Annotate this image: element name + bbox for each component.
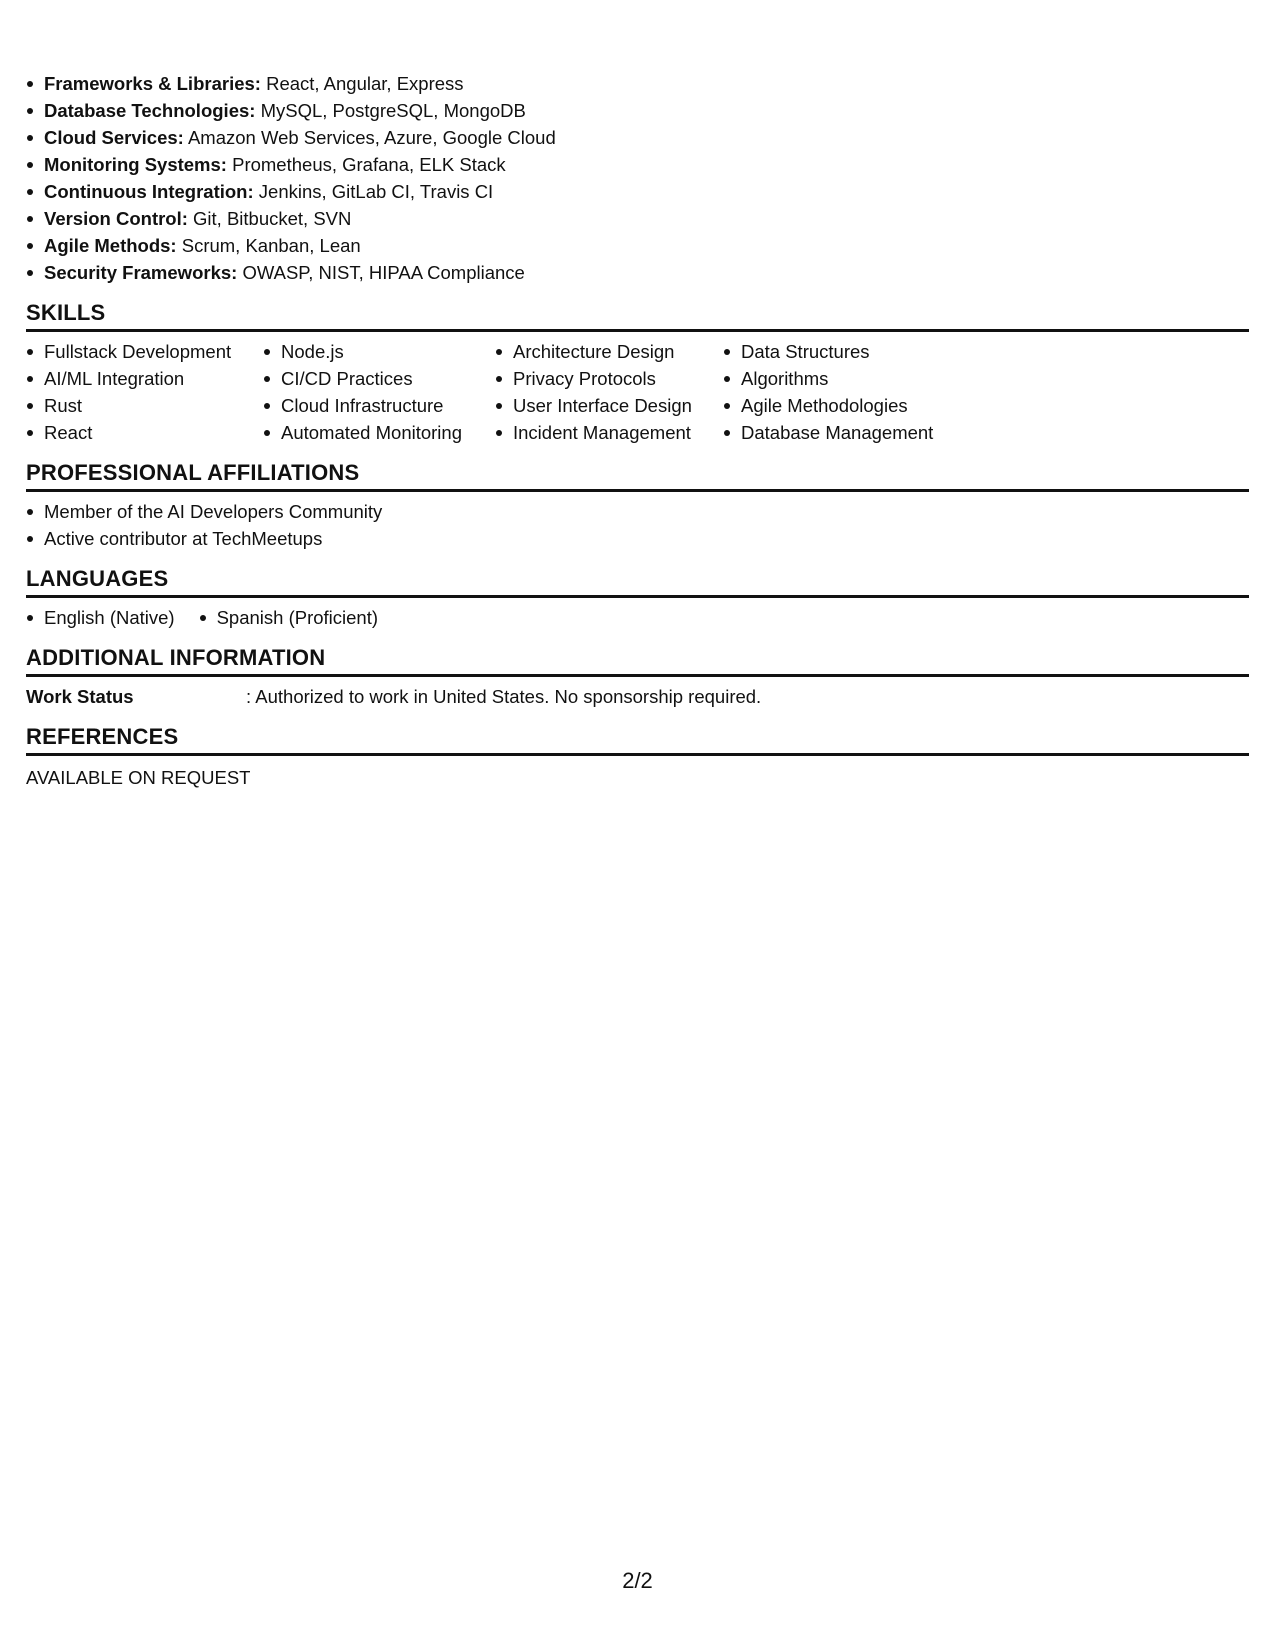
tech-item-agile: Agile Methods: Scrum, Kanban, Lean <box>26 232 1249 259</box>
work-status-label: Work Status <box>26 686 134 707</box>
technical-skills-list <box>26 70 1249 286</box>
skill-item: CI/CD Practices <box>263 365 495 392</box>
tech-item-version-control: Version Control: Git, Bitbucket, SVN <box>26 205 1249 232</box>
references-heading: REFERENCES <box>26 724 1249 756</box>
skill-item: Rust <box>26 392 263 419</box>
affiliations-list <box>26 498 1249 552</box>
affiliation-item: Active contributor at TechMeetups <box>26 525 1249 552</box>
additional-info-section <box>26 645 1249 710</box>
skill-item: Node.js <box>263 338 495 365</box>
tech-item-security: Security Frameworks: OWASP, NIST, HIPAA Compliance <box>26 259 1249 286</box>
language-item: Spanish (Proficient) <box>199 604 378 631</box>
affiliations-section <box>26 460 1249 552</box>
language-item: English (Native) <box>26 604 175 631</box>
tech-item-databases: Database Technologies: MySQL, PostgreSQL, MongoDB <box>26 97 1249 124</box>
languages-heading: LANGUAGES <box>26 566 1249 598</box>
page-number: 2/2 <box>622 1568 653 1593</box>
skill-item: Database Management <box>723 419 983 446</box>
languages-section <box>26 566 1249 631</box>
skills-column-4 <box>723 338 983 446</box>
skill-item: Data Structures <box>723 338 983 365</box>
skill-item: Incident Management <box>495 419 723 446</box>
skill-item: User Interface Design <box>495 392 723 419</box>
tech-item-monitoring: Monitoring Systems: Prometheus, Grafana, ELK Stack <box>26 151 1249 178</box>
skills-column-2 <box>263 338 495 446</box>
affiliation-item: Member of the AI Developers Community <box>26 498 1249 525</box>
references-text: AVAILABLE ON REQUEST <box>26 767 251 788</box>
skill-item: AI/ML Integration <box>26 365 263 392</box>
skill-item: React <box>26 419 263 446</box>
skill-item: Architecture Design <box>495 338 723 365</box>
references-section <box>26 724 1249 791</box>
skill-item: Automated Monitoring <box>263 419 495 446</box>
resume-page <box>26 70 1249 791</box>
skill-item: Algorithms <box>723 365 983 392</box>
skills-column-1 <box>26 338 263 446</box>
tech-item-frameworks: Frameworks & Libraries: React, Angular, Express <box>26 70 1249 97</box>
skills-column-3 <box>495 338 723 446</box>
skills-grid <box>26 338 1249 446</box>
skill-item: Agile Methodologies <box>723 392 983 419</box>
additional-info-heading: ADDITIONAL INFORMATION <box>26 645 1249 677</box>
skill-item: Privacy Protocols <box>495 365 723 392</box>
affiliations-heading: PROFESSIONAL AFFILIATIONS <box>26 460 1249 492</box>
work-status-value: : Authorized to work in United States. No sponsorship required. <box>246 686 762 707</box>
skill-item: Fullstack Development <box>26 338 263 365</box>
languages-list <box>26 604 1249 631</box>
tech-item-cloud: Cloud Services: Amazon Web Services, Azure, Google Cloud <box>26 124 1249 151</box>
work-status-row <box>26 683 1249 710</box>
skill-item: Cloud Infrastructure <box>263 392 495 419</box>
tech-item-ci: Continuous Integration: Jenkins, GitLab CI, Travis CI <box>26 178 1249 205</box>
skills-section <box>26 300 1249 446</box>
skills-heading: SKILLS <box>26 300 1249 332</box>
